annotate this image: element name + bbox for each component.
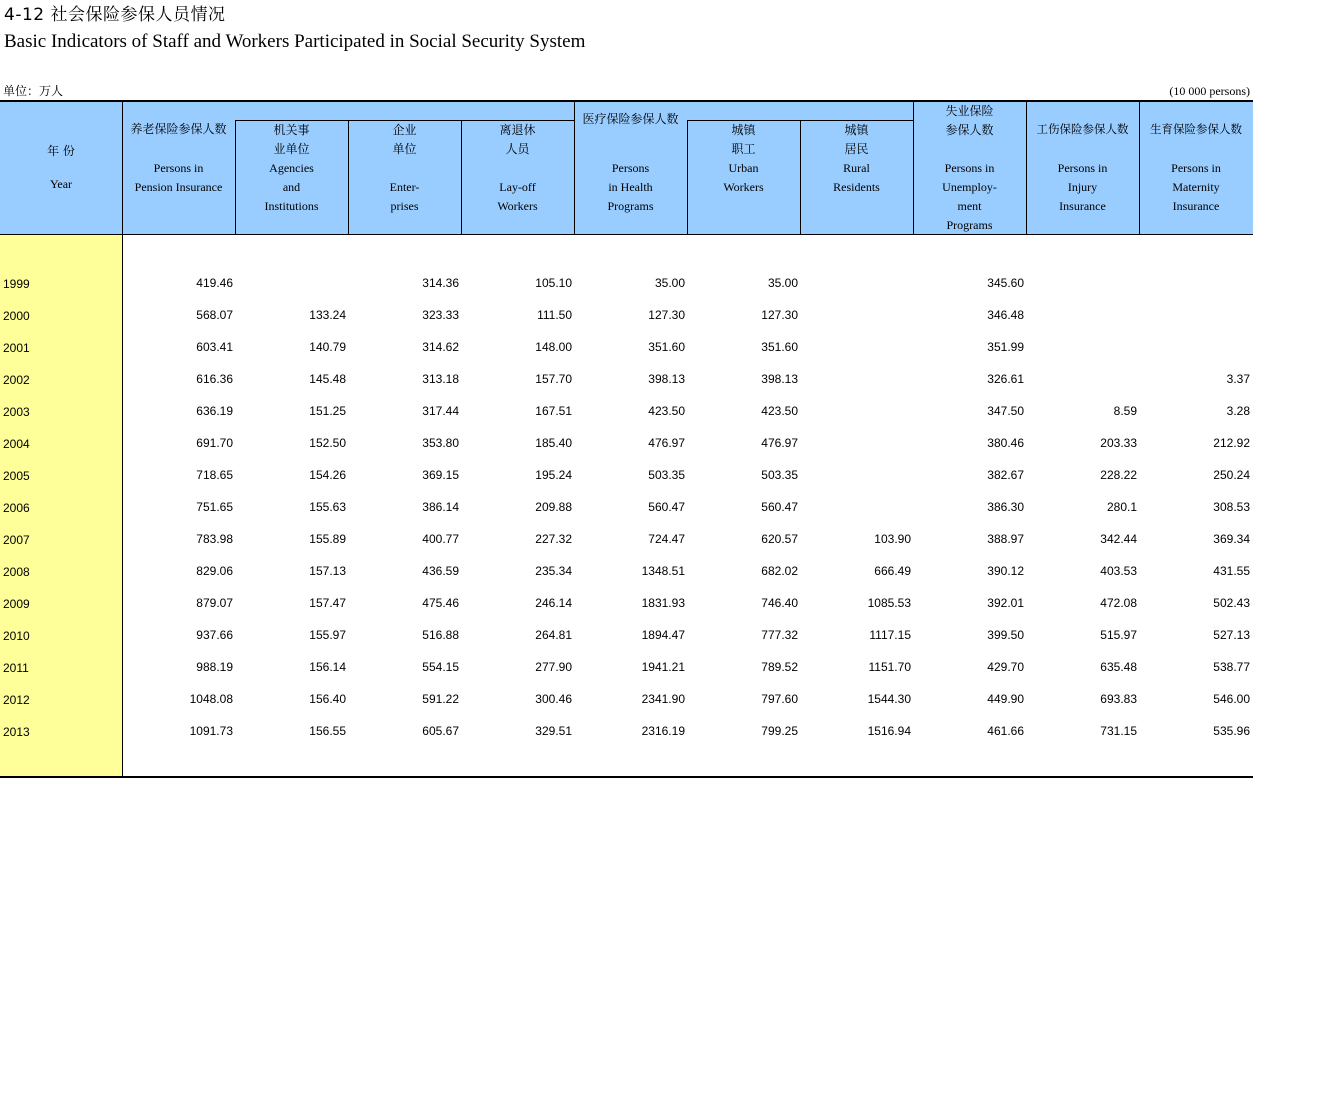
row-year: 2010 bbox=[3, 629, 30, 643]
cell-health: 35.00 bbox=[654, 276, 685, 290]
cell-pension: 988.19 bbox=[196, 660, 233, 674]
cell-urban: 777.32 bbox=[761, 628, 798, 642]
cell-urban: 746.40 bbox=[761, 596, 798, 610]
cell-health: 724.47 bbox=[648, 532, 685, 546]
cell-health: 127.30 bbox=[648, 308, 685, 322]
cell-unemployment: 461.66 bbox=[987, 724, 1024, 738]
cell-layoff: 246.14 bbox=[535, 596, 572, 610]
table-title-english: Basic Indicators of Staff and Workers Participated in Social Security System bbox=[4, 31, 586, 52]
cell-health: 2341.90 bbox=[641, 692, 685, 706]
row-year: 2005 bbox=[3, 469, 30, 483]
cell-urban: 503.35 bbox=[761, 468, 798, 482]
cell-pension: 879.07 bbox=[196, 596, 233, 610]
cell-injury: 342.44 bbox=[1100, 532, 1137, 546]
cell-maternity: 212.92 bbox=[1213, 436, 1250, 450]
header-maternity-en: Persons in Maternity Insurance bbox=[1171, 161, 1221, 213]
cell-rural: 1544.30 bbox=[867, 692, 911, 706]
row-year: 2001 bbox=[3, 341, 30, 355]
cell-agencies: 156.14 bbox=[309, 660, 346, 674]
cell-maternity: 3.28 bbox=[1226, 404, 1250, 418]
cell-urban: 797.60 bbox=[761, 692, 798, 706]
header-injury-en: Persons in Injury Insurance bbox=[1057, 161, 1108, 213]
cell-health: 560.47 bbox=[648, 500, 685, 514]
cell-pension: 1048.08 bbox=[189, 692, 233, 706]
header-unemployment-en: Persons in Unemploy- ment Programs bbox=[942, 161, 997, 232]
cell-enterprises: 313.18 bbox=[422, 372, 459, 386]
cell-injury: 472.08 bbox=[1100, 596, 1137, 610]
cell-maternity: 502.43 bbox=[1213, 596, 1250, 610]
cell-layoff: 300.46 bbox=[535, 692, 572, 706]
cell-urban: 620.57 bbox=[761, 532, 798, 546]
cell-unemployment: 390.12 bbox=[987, 564, 1024, 578]
cell-pension: 568.07 bbox=[196, 308, 233, 322]
cell-urban: 127.30 bbox=[761, 308, 798, 322]
cell-rural: 103.90 bbox=[874, 532, 911, 546]
row-year: 2003 bbox=[3, 405, 30, 419]
cell-layoff: 111.50 bbox=[537, 308, 572, 322]
cell-unemployment: 382.67 bbox=[987, 468, 1024, 482]
cell-maternity: 431.55 bbox=[1213, 564, 1250, 578]
cell-enterprises: 475.46 bbox=[422, 596, 459, 610]
cell-unemployment: 429.70 bbox=[987, 660, 1024, 674]
cell-unemployment: 380.46 bbox=[987, 436, 1024, 450]
cell-pension: 419.46 bbox=[196, 276, 233, 290]
cell-layoff: 195.24 bbox=[535, 468, 572, 482]
cell-pension: 691.70 bbox=[196, 436, 233, 450]
cell-agencies: 140.79 bbox=[309, 340, 346, 354]
header-year-en: Year bbox=[49, 177, 73, 191]
cell-unemployment: 388.97 bbox=[987, 532, 1024, 546]
row-year: 2008 bbox=[3, 565, 30, 579]
cell-unemployment: 326.61 bbox=[987, 372, 1024, 386]
header-maternity-cn: 生育保险参保人数 bbox=[1150, 122, 1242, 136]
header-health-en: Persons in Health Programs bbox=[607, 161, 654, 213]
header-urban-cn: 城镇 职工 bbox=[731, 123, 756, 156]
cell-layoff: 167.51 bbox=[535, 404, 572, 418]
cell-agencies: 157.13 bbox=[309, 564, 346, 578]
cell-layoff: 157.70 bbox=[535, 372, 572, 386]
cell-agencies: 155.97 bbox=[309, 628, 346, 642]
header-health-cn: 医疗保险参保人数 bbox=[582, 112, 679, 126]
header-urban-en: Urban Workers bbox=[723, 161, 764, 194]
cell-enterprises: 386.14 bbox=[422, 500, 459, 514]
cell-urban: 35.00 bbox=[767, 276, 798, 290]
cell-urban: 398.13 bbox=[761, 372, 798, 386]
cell-agencies: 157.47 bbox=[309, 596, 346, 610]
cell-maternity: 527.13 bbox=[1213, 628, 1250, 642]
cell-health: 2316.19 bbox=[641, 724, 685, 738]
cell-urban: 682.02 bbox=[761, 564, 798, 578]
cell-agencies: 152.50 bbox=[309, 436, 346, 450]
cell-urban: 799.25 bbox=[761, 724, 798, 738]
cell-layoff: 329.51 bbox=[535, 724, 572, 738]
cell-agencies: 133.24 bbox=[309, 308, 346, 322]
cell-health: 1941.21 bbox=[641, 660, 685, 674]
cell-agencies: 155.63 bbox=[309, 500, 346, 514]
cell-enterprises: 516.88 bbox=[422, 628, 459, 642]
cell-urban: 789.52 bbox=[761, 660, 798, 674]
cell-enterprises: 314.36 bbox=[422, 276, 459, 290]
header-year-cn: 年 份 bbox=[47, 144, 75, 158]
header-pension-cn: 养老保险参保人数 bbox=[130, 122, 227, 136]
header-agencies-en: Agencies and Institutions bbox=[264, 161, 319, 213]
header-enterprises-en: Enter- prises bbox=[389, 180, 420, 213]
cell-urban: 351.60 bbox=[761, 340, 798, 354]
cell-injury: 203.33 bbox=[1100, 436, 1137, 450]
cell-enterprises: 554.15 bbox=[422, 660, 459, 674]
cell-layoff: 148.00 bbox=[535, 340, 572, 354]
table-bottom-rule bbox=[0, 776, 1253, 778]
header-injury-cn: 工伤保险参保人数 bbox=[1036, 122, 1129, 136]
cell-maternity: 250.24 bbox=[1213, 468, 1250, 482]
cell-urban: 476.97 bbox=[761, 436, 798, 450]
cell-pension: 603.41 bbox=[196, 340, 233, 354]
cell-rural: 1117.15 bbox=[869, 628, 911, 642]
header-rural-cn: 城镇 居民 bbox=[844, 123, 869, 156]
cell-health: 503.35 bbox=[648, 468, 685, 482]
cell-enterprises: 591.22 bbox=[422, 692, 459, 706]
cell-injury: 280.1 bbox=[1106, 500, 1137, 514]
cell-pension: 937.66 bbox=[196, 628, 233, 642]
cell-maternity: 538.77 bbox=[1213, 660, 1250, 674]
row-year: 2006 bbox=[3, 501, 30, 515]
cell-injury: 403.53 bbox=[1100, 564, 1137, 578]
cell-injury: 731.15 bbox=[1100, 724, 1137, 738]
cell-agencies: 145.48 bbox=[309, 372, 346, 386]
row-year: 2013 bbox=[3, 725, 30, 739]
cell-pension: 636.19 bbox=[196, 404, 233, 418]
cell-pension: 616.36 bbox=[196, 372, 233, 386]
cell-maternity: 369.34 bbox=[1213, 532, 1250, 546]
cell-injury: 693.83 bbox=[1100, 692, 1137, 706]
header-agencies-cn: 机关事 业单位 bbox=[273, 123, 310, 156]
cell-maternity: 3.37 bbox=[1226, 372, 1250, 386]
cell-pension: 751.65 bbox=[196, 500, 233, 514]
cell-rural: 1085.53 bbox=[867, 596, 911, 610]
cell-unemployment: 399.50 bbox=[987, 628, 1024, 642]
cell-enterprises: 314.62 bbox=[422, 340, 459, 354]
table-title-chinese: 4-12 社会保险参保人员情况 bbox=[4, 5, 226, 25]
row-year: 2002 bbox=[3, 373, 30, 387]
cell-injury: 228.22 bbox=[1100, 468, 1137, 482]
cell-rural: 1151.70 bbox=[868, 660, 911, 674]
cell-layoff: 227.32 bbox=[535, 532, 572, 546]
cell-unemployment: 386.30 bbox=[987, 500, 1024, 514]
cell-urban: 423.50 bbox=[761, 404, 798, 418]
cell-unemployment: 347.50 bbox=[987, 404, 1024, 418]
cell-enterprises: 436.59 bbox=[422, 564, 459, 578]
unit-label-chinese: 单位：万人 bbox=[3, 84, 64, 98]
cell-agencies: 154.26 bbox=[309, 468, 346, 482]
row-year: 2007 bbox=[3, 533, 30, 547]
cell-injury: 515.97 bbox=[1100, 628, 1137, 642]
cell-agencies: 156.40 bbox=[309, 692, 346, 706]
cell-enterprises: 605.67 bbox=[422, 724, 459, 738]
row-year: 2004 bbox=[3, 437, 30, 451]
cell-pension: 1091.73 bbox=[189, 724, 233, 738]
cell-unemployment: 392.01 bbox=[987, 596, 1024, 610]
cell-health: 476.97 bbox=[648, 436, 685, 450]
cell-unemployment: 449.90 bbox=[987, 692, 1024, 706]
cell-layoff: 185.40 bbox=[535, 436, 572, 450]
cell-injury: 8.59 bbox=[1113, 404, 1137, 418]
cell-enterprises: 353.80 bbox=[422, 436, 459, 450]
cell-unemployment: 351.99 bbox=[987, 340, 1024, 354]
cell-health: 1348.51 bbox=[641, 564, 685, 578]
header-enterprises-cn: 企业 单位 bbox=[392, 123, 417, 156]
header-pension-en: Persons in Pension Insurance bbox=[134, 161, 223, 194]
header-layoff-en: Lay-off Workers bbox=[497, 180, 538, 213]
cell-layoff: 105.10 bbox=[535, 276, 572, 290]
cell-health: 1894.47 bbox=[641, 628, 685, 642]
cell-maternity: 535.96 bbox=[1213, 724, 1250, 738]
row-year: 2012 bbox=[3, 693, 30, 707]
cell-enterprises: 323.33 bbox=[422, 308, 459, 322]
cell-agencies: 155.89 bbox=[309, 532, 346, 546]
row-year: 1999 bbox=[3, 277, 30, 291]
cell-injury: 635.48 bbox=[1100, 660, 1137, 674]
cell-rural: 666.49 bbox=[874, 564, 911, 578]
cell-health: 1831.93 bbox=[641, 596, 685, 610]
cell-rural: 1516.94 bbox=[867, 724, 911, 738]
cell-layoff: 264.81 bbox=[535, 628, 572, 642]
cell-maternity: 308.53 bbox=[1213, 500, 1250, 514]
cell-layoff: 209.88 bbox=[535, 500, 572, 514]
cell-urban: 560.47 bbox=[761, 500, 798, 514]
header-layoff-cn: 离退休 人员 bbox=[499, 123, 536, 156]
unit-label-english: (10 000 persons) bbox=[1169, 84, 1250, 98]
cell-maternity: 546.00 bbox=[1213, 692, 1250, 706]
cell-layoff: 277.90 bbox=[535, 660, 572, 674]
header-divider bbox=[122, 102, 123, 776]
row-year: 2000 bbox=[3, 309, 30, 323]
cell-unemployment: 346.48 bbox=[987, 308, 1024, 322]
cell-enterprises: 369.15 bbox=[422, 468, 459, 482]
cell-agencies: 156.55 bbox=[309, 724, 346, 738]
cell-pension: 718.65 bbox=[196, 468, 233, 482]
cell-layoff: 235.34 bbox=[535, 564, 572, 578]
cell-health: 351.60 bbox=[648, 340, 685, 354]
cell-health: 398.13 bbox=[648, 372, 685, 386]
cell-pension: 783.98 bbox=[196, 532, 233, 546]
cell-pension: 829.06 bbox=[196, 564, 233, 578]
cell-unemployment: 345.60 bbox=[987, 276, 1024, 290]
row-year: 2009 bbox=[3, 597, 30, 611]
cell-enterprises: 400.77 bbox=[422, 532, 459, 546]
cell-enterprises: 317.44 bbox=[422, 404, 459, 418]
header-unemployment-cn: 失业保险 参保人数 bbox=[945, 104, 994, 137]
header-rural-en: Rural Residents bbox=[833, 161, 880, 194]
row-year: 2011 bbox=[3, 661, 29, 675]
cell-health: 423.50 bbox=[648, 404, 685, 418]
header-bottom-rule bbox=[0, 234, 1253, 235]
cell-agencies: 151.25 bbox=[309, 404, 346, 418]
